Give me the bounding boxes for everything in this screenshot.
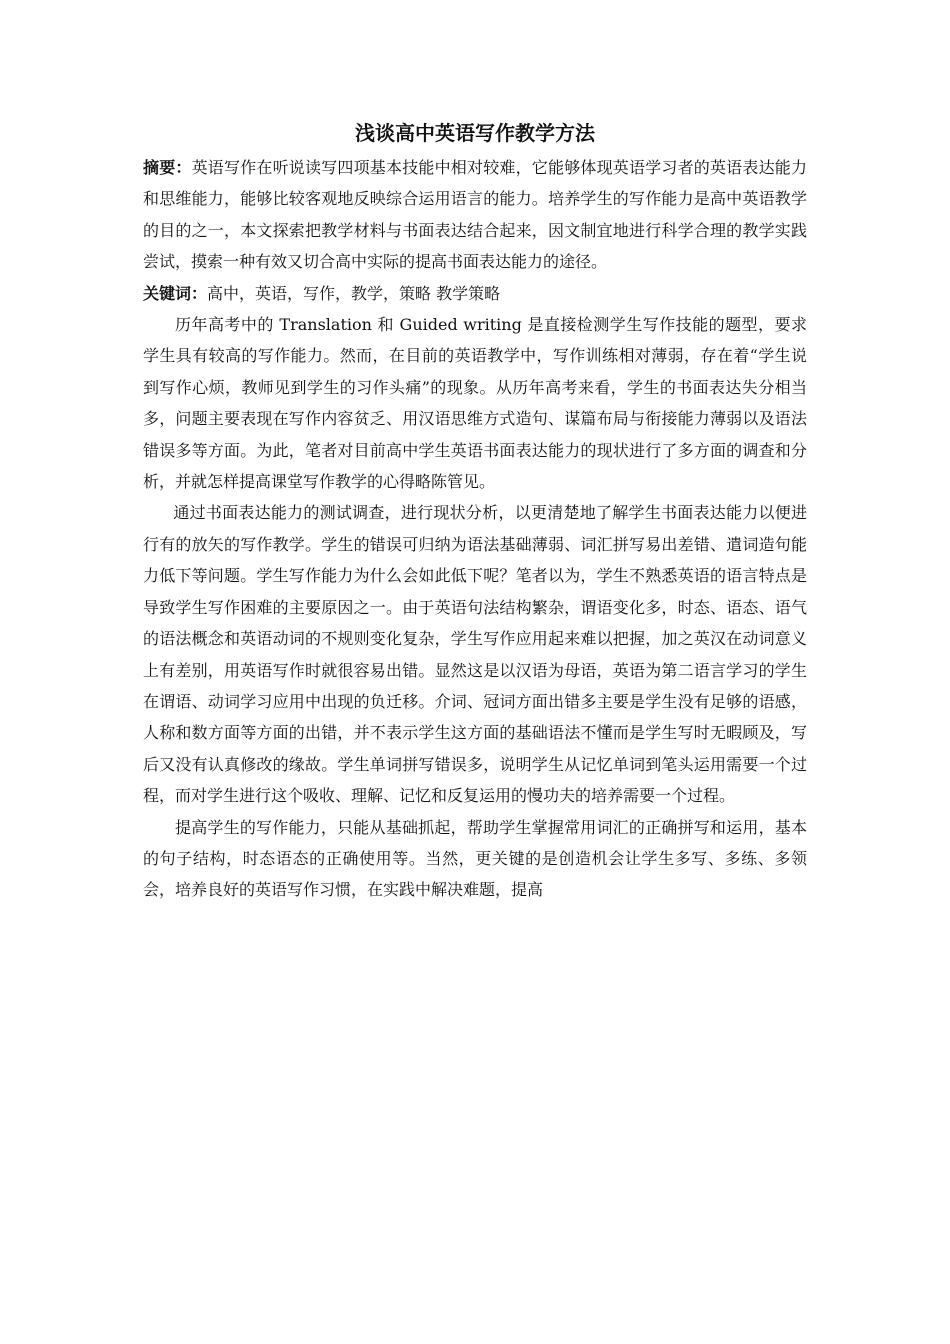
keywords-text: 高中，英语，写作，教学，策略 教学策略 bbox=[207, 283, 501, 303]
body-paragraph-1: 历年高考中的 Translation 和 Guided writing 是直接检测学生写作技能的题型，要求学生具有较高的写作能力。然而，在目前的英语教学中，写作训练相对薄弱，存在着“学生说到写作心烦，教师见到学生的习作头痛”的现象。从历年高考来看，学生的书面表达失分相当多，问题主要表现在写作内容贫乏、用汉语思维方式造句、谋篇布局与衔接能力薄弱以及语法错误多等方面。为此，笔者对目前高中学生英语书面表达能力的现状进行了多方面的调查和分析，并就怎样提高课堂写作教学的心得略陈管见。 bbox=[143, 315, 807, 492]
keywords-label: 关键词： bbox=[143, 283, 208, 303]
body-paragraph-3: 提高学生的写作能力，只能从基础抓起，帮助学生掌握常用词汇的正确拼写和运用，基本的句子结构，时态语态的正确使用等。当然，更关键的是创造机会让学生多写、多练、多领会，培养良好的英语写作习惯，在实践中解决难题，提高 bbox=[143, 817, 807, 900]
abstract-paragraph bbox=[143, 152, 807, 278]
document-title: 浅谈高中英语写作教学方法 bbox=[355, 121, 595, 145]
abstract-label: 摘要： bbox=[143, 158, 192, 177]
body-paragraph-2: 通过书面表达能力的测试调查，进行现状分析，以更清楚地了解学生书面表达能力以便进行有的放矢的写作教学。学生的错误可归纳为语法基础薄弱、词汇拼写易出差错、遣词造句能力低下等问题。学生写作能力为什么会如此低下呢？笔者以为，学生不熟悉英语的语言特点是导致学生写作困难的主要原因之一。由于英语句法结构繁杂，谓语变化多，时态、语态、语气的语法概念和英语动词的不规则变化复杂，学生写作应用起来难以把握，加之英汉在动词意义上有差别，用英语写作时就很容易出错。显然这是以汉语为母语，英语为第二语言学习的学生在谓语、动词学习应用中出现的负迁移。介词、冠词方面出错多主要是学生没有足够的语感，人称和数方面等方面的出错，并不表示学生这方面的基础语法不懂而是学生写时无暇顾及，写后又没有认真修改的缘故。学生单词拼写错误多，说明学生从记忆单词到笔头运用需要一个过程，而对学生进行这个吸收、理解、记忆和反复运用的慢功夫的培养需要一个过程。 bbox=[143, 503, 807, 806]
document-page bbox=[143, 118, 807, 906]
keywords-paragraph bbox=[143, 278, 807, 309]
abstract-text: 英语写作在听说读写四项基本技能中相对较难，它能够体现英语学习者的英语表达能力和思维能力，能够比较客观地反映综合运用语言的能力。培养学生的写作能力是高中英语教学的目的之一，本文探索把教学材料与书面表达结合起来，因文制宜地进行科学合理的教学实践尝试，摸索一种有效又切合高中实际的提高书面表达能力的途径。 bbox=[143, 158, 807, 272]
